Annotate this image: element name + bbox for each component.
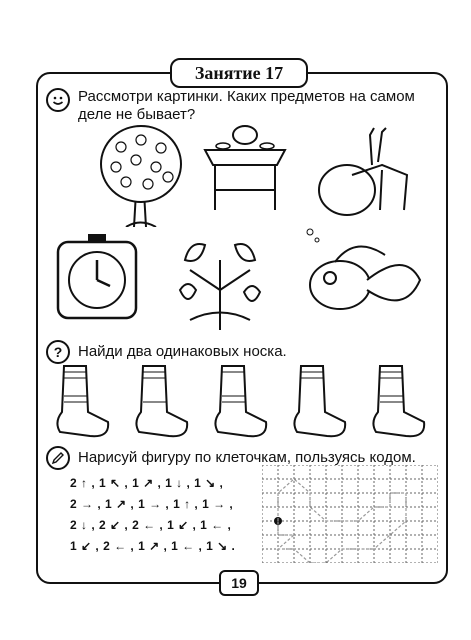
sock-image[interactable]: [50, 362, 114, 440]
donkey-egg-image: [312, 120, 422, 220]
table-image: [195, 110, 295, 215]
task1-text: Рассмотри картинки. Каких предметов на самом деле не бывает?: [78, 88, 415, 123]
goldfish-image: [295, 220, 425, 330]
sock-image[interactable]: [287, 362, 351, 440]
pencil-icon: [46, 446, 70, 470]
question-icon: ?: [46, 340, 70, 364]
lesson-title: Занятие 17: [170, 58, 308, 88]
code-line: 1 ↙ , 2 ← , 1 ↗ , 1 ← , 1 ↘ .: [70, 539, 236, 553]
task2-row: [46, 340, 287, 364]
code-line: 2 → , 1 ↗ , 1 → , 1 ↑ , 1 → ,: [70, 497, 234, 511]
code-line: 2 ↓ , 2 ↙ , 2 ← , 1 ↙ , 1 ← ,: [70, 518, 232, 532]
sock-image[interactable]: [208, 362, 272, 440]
sock-image[interactable]: [129, 362, 193, 440]
task3-text: Нарисуй фигуру по клеточкам, пользуясь кодом.: [78, 449, 416, 466]
code-line: 2 ↑ , 1 ↖ , 1 ↗ , 1 ↓ , 1 ↘ ,: [70, 476, 224, 490]
clock-image: [48, 230, 146, 328]
sock-image[interactable]: [366, 362, 430, 440]
tree-image: [96, 122, 186, 227]
strawberry-image: [170, 220, 270, 330]
page-number: 19: [219, 570, 259, 596]
socks-row: [50, 362, 430, 440]
drawing-grid[interactable]: [262, 465, 438, 563]
task2-text: Найди два одинаковых носка.: [78, 343, 287, 360]
smiley-icon: [46, 88, 70, 112]
